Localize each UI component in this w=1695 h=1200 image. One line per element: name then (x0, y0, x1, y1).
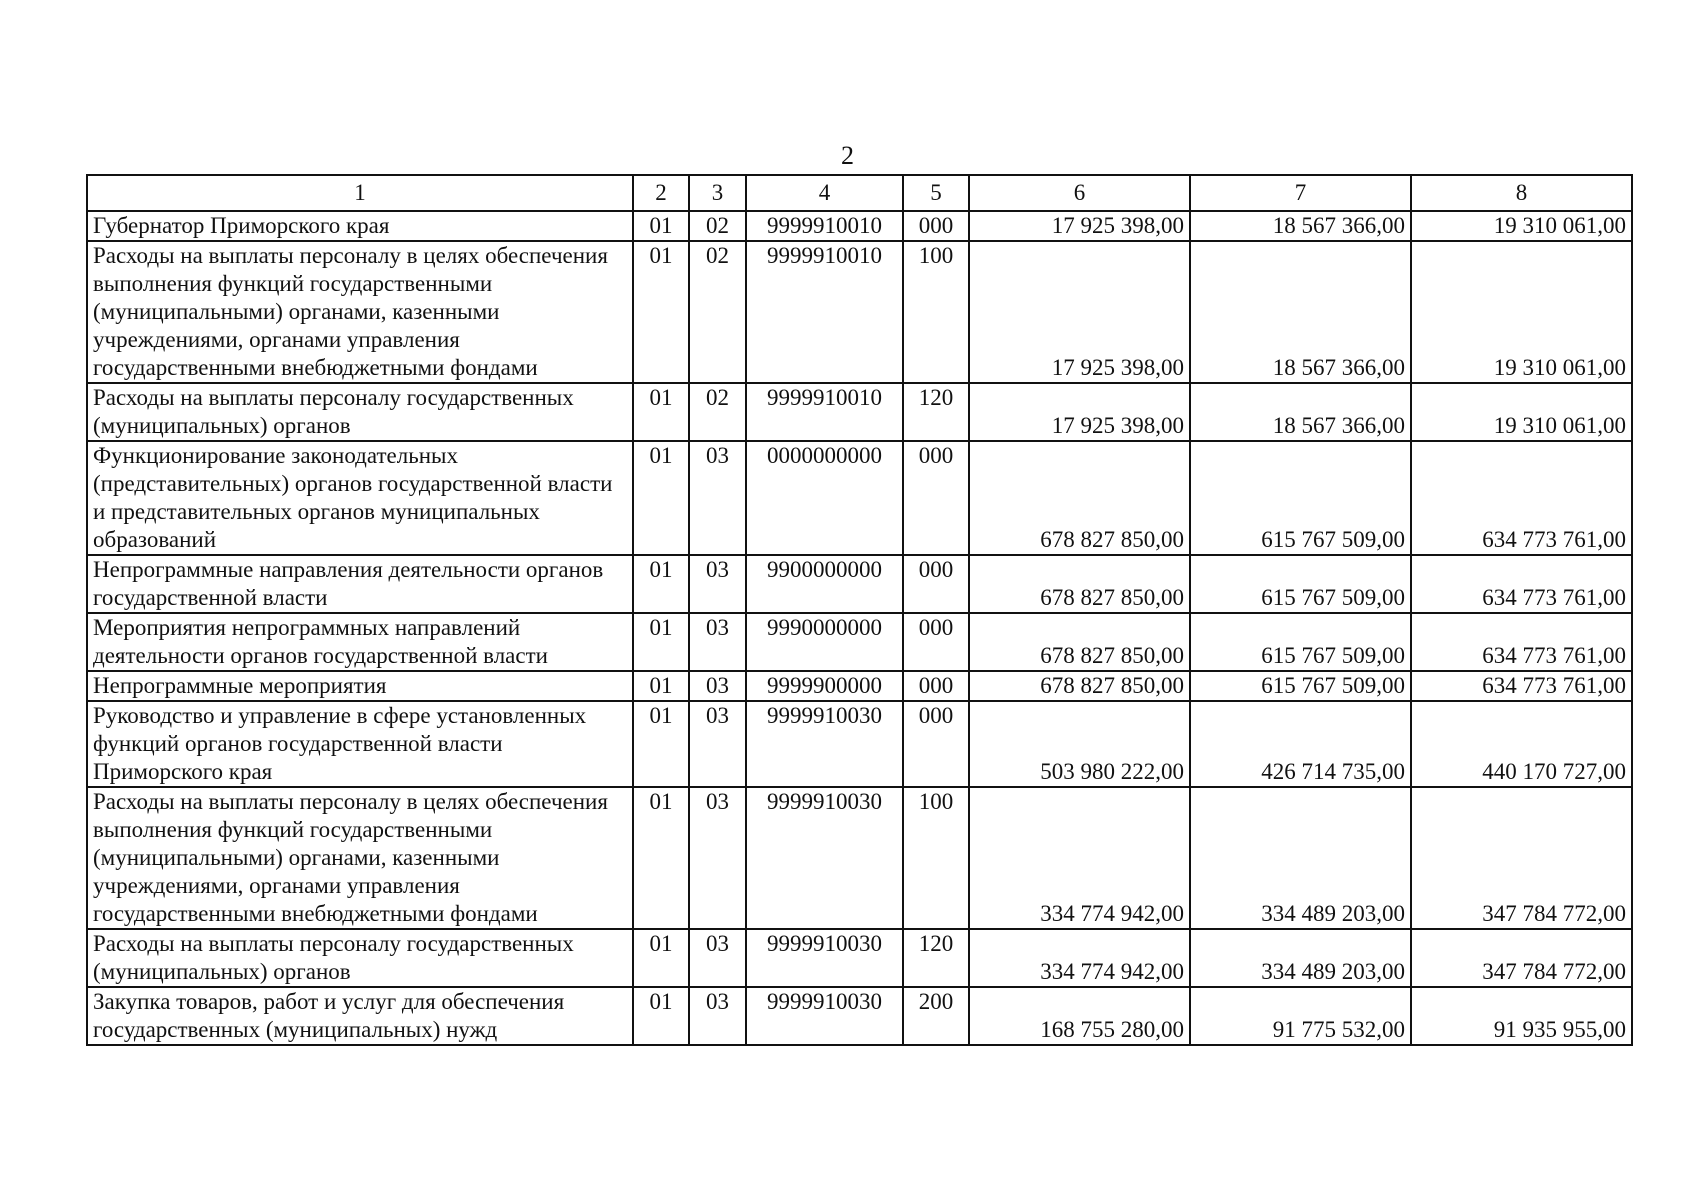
amount-year3-cell: 634 773 761,00 (1411, 555, 1632, 613)
amount-year1-cell: 678 827 850,00 (969, 555, 1190, 613)
section-code-cell: 01 (633, 613, 689, 671)
amount-year1-cell: 17 925 398,00 (969, 241, 1190, 383)
amount-year2-cell: 615 767 509,00 (1190, 555, 1411, 613)
subsection-code-cell: 02 (689, 211, 746, 241)
amount-year3-cell: 347 784 772,00 (1411, 787, 1632, 929)
amount-year3-cell: 634 773 761,00 (1411, 441, 1632, 555)
expense-type-cell: 120 (903, 383, 969, 441)
subsection-code-cell: 03 (689, 929, 746, 987)
amount-year2-cell: 615 767 509,00 (1190, 671, 1411, 701)
section-code-cell: 01 (633, 555, 689, 613)
amount-year2-cell: 615 767 509,00 (1190, 441, 1411, 555)
section-code-cell: 01 (633, 383, 689, 441)
subsection-code-cell: 02 (689, 241, 746, 383)
expense-type-cell: 100 (903, 787, 969, 929)
amount-year3-cell: 19 310 061,00 (1411, 383, 1632, 441)
amount-year3-cell: 347 784 772,00 (1411, 929, 1632, 987)
table-row (87, 787, 1632, 929)
amount-year1-cell: 678 827 850,00 (969, 671, 1190, 701)
target-article-cell: 9999910030 (746, 929, 903, 987)
expense-type-cell: 000 (903, 671, 969, 701)
amount-year3-cell: 19 310 061,00 (1411, 211, 1632, 241)
target-article-cell: 0000000000 (746, 441, 903, 555)
subsection-code-cell: 03 (689, 555, 746, 613)
amount-year1-cell: 334 774 942,00 (969, 787, 1190, 929)
section-code-cell: 01 (633, 929, 689, 987)
table-row (87, 555, 1632, 613)
col-header-2: 2 (633, 175, 689, 211)
section-code-cell: 01 (633, 701, 689, 787)
target-article-cell: 9990000000 (746, 613, 903, 671)
table-row (87, 211, 1632, 241)
col-header-5: 5 (903, 175, 969, 211)
page-number: 2 (841, 141, 854, 170)
section-code-cell: 01 (633, 671, 689, 701)
target-article-cell: 9999910010 (746, 383, 903, 441)
target-article-cell: 9999910010 (746, 211, 903, 241)
amount-year3-cell: 634 773 761,00 (1411, 613, 1632, 671)
amount-year1-cell: 678 827 850,00 (969, 613, 1190, 671)
expense-name-cell: Непрограммные направления деятельности органов государственной власти (87, 555, 633, 613)
amount-year2-cell: 334 489 203,00 (1190, 929, 1411, 987)
expense-name-cell: Закупка товаров, работ и услуг для обеспечения государственных (муниципальных) нужд (87, 987, 633, 1045)
amount-year2-cell: 18 567 366,00 (1190, 241, 1411, 383)
target-article-cell: 9999910030 (746, 701, 903, 787)
budget-table (86, 174, 1633, 1046)
section-code-cell: 01 (633, 987, 689, 1045)
amount-year2-cell: 18 567 366,00 (1190, 383, 1411, 441)
amount-year1-cell: 17 925 398,00 (969, 383, 1190, 441)
amount-year2-cell: 18 567 366,00 (1190, 211, 1411, 241)
subsection-code-cell: 03 (689, 787, 746, 929)
col-header-7: 7 (1190, 175, 1411, 211)
col-header-8: 8 (1411, 175, 1632, 211)
target-article-cell: 9999910030 (746, 787, 903, 929)
target-article-cell: 9999910030 (746, 987, 903, 1045)
expense-type-cell: 000 (903, 701, 969, 787)
table-row (87, 383, 1632, 441)
expense-name-cell: Расходы на выплаты персоналу государственных (муниципальных) органов (87, 929, 633, 987)
header-row (87, 175, 1632, 211)
section-code-cell: 01 (633, 787, 689, 929)
expense-type-cell: 120 (903, 929, 969, 987)
expense-type-cell: 000 (903, 555, 969, 613)
expense-type-cell: 000 (903, 613, 969, 671)
subsection-code-cell: 03 (689, 671, 746, 701)
amount-year3-cell: 19 310 061,00 (1411, 241, 1632, 383)
amount-year3-cell: 91 935 955,00 (1411, 987, 1632, 1045)
amount-year3-cell: 440 170 727,00 (1411, 701, 1632, 787)
table-row (87, 613, 1632, 671)
subsection-code-cell: 03 (689, 987, 746, 1045)
section-code-cell: 01 (633, 211, 689, 241)
amount-year2-cell: 615 767 509,00 (1190, 613, 1411, 671)
table-row (87, 701, 1632, 787)
expense-name-cell: Губернатор Приморского края (87, 211, 633, 241)
expense-type-cell: 100 (903, 241, 969, 383)
amount-year2-cell: 334 489 203,00 (1190, 787, 1411, 929)
table-row (87, 987, 1632, 1045)
subsection-code-cell: 03 (689, 441, 746, 555)
table-row (87, 929, 1632, 987)
col-header-1: 1 (87, 175, 633, 211)
col-header-6: 6 (969, 175, 1190, 211)
amount-year1-cell: 503 980 222,00 (969, 701, 1190, 787)
expense-name-cell: Расходы на выплаты персоналу государственных (муниципальных) органов (87, 383, 633, 441)
amount-year1-cell: 334 774 942,00 (969, 929, 1190, 987)
expense-name-cell: Непрограммные мероприятия (87, 671, 633, 701)
expense-type-cell: 000 (903, 211, 969, 241)
amount-year1-cell: 168 755 280,00 (969, 987, 1190, 1045)
amount-year1-cell: 17 925 398,00 (969, 211, 1190, 241)
expense-name-cell: Руководство и управление в сфере установленных функций органов государственной власти Приморского края (87, 701, 633, 787)
subsection-code-cell: 02 (689, 383, 746, 441)
col-header-3: 3 (689, 175, 746, 211)
col-header-4: 4 (746, 175, 903, 211)
expense-name-cell: Расходы на выплаты персоналу в целях обеспечения выполнения функций государственными (муниципальными) органами, казенными учреждениями, органами управления государственными внебюджетными фондами (87, 787, 633, 929)
expense-name-cell: Функционирование законодательных (представительных) органов государственной власти и представительных органов муниципальных образований (87, 441, 633, 555)
expense-type-cell: 200 (903, 987, 969, 1045)
subsection-code-cell: 03 (689, 701, 746, 787)
expense-type-cell: 000 (903, 441, 969, 555)
table-row (87, 441, 1632, 555)
target-article-cell: 9999900000 (746, 671, 903, 701)
table-row (87, 671, 1632, 701)
amount-year2-cell: 426 714 735,00 (1190, 701, 1411, 787)
amount-year1-cell: 678 827 850,00 (969, 441, 1190, 555)
section-code-cell: 01 (633, 441, 689, 555)
amount-year2-cell: 91 775 532,00 (1190, 987, 1411, 1045)
amount-year3-cell: 634 773 761,00 (1411, 671, 1632, 701)
expense-name-cell: Мероприятия непрограммных направлений деятельности органов государственной власти (87, 613, 633, 671)
expense-name-cell: Расходы на выплаты персоналу в целях обеспечения выполнения функций государственными (муниципальными) органами, казенными учреждениями, органами управления государственными внебюджетными фондами (87, 241, 633, 383)
subsection-code-cell: 03 (689, 613, 746, 671)
target-article-cell: 9900000000 (746, 555, 903, 613)
table-row (87, 241, 1632, 383)
target-article-cell: 9999910010 (746, 241, 903, 383)
section-code-cell: 01 (633, 241, 689, 383)
